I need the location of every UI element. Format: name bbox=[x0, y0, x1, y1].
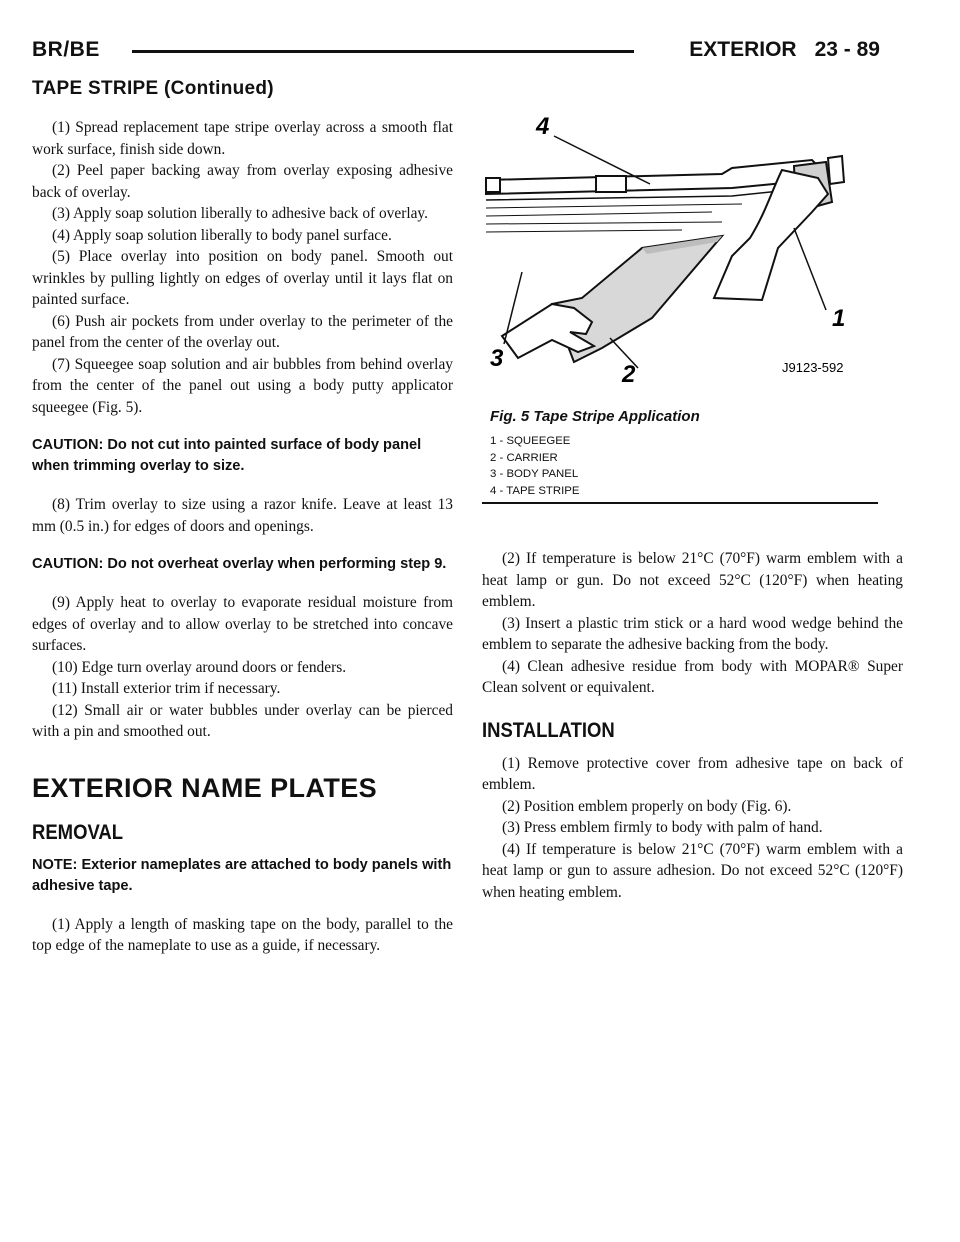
figure-title: Fig. 5 Tape Stripe Application bbox=[490, 408, 700, 425]
continued-title: TAPE STRIPE (Continued) bbox=[32, 78, 274, 99]
figure-code: J9123-592 bbox=[782, 360, 844, 375]
installation-heading: INSTALLATION bbox=[482, 718, 615, 742]
left-column bbox=[32, 117, 453, 957]
figure-legend bbox=[490, 433, 878, 499]
step: (8) Trim overlay to size using a razor knife. Leave at least 13 mm (0.5 in.) for edges of doors and openings. bbox=[32, 496, 453, 535]
step: (3) Insert a plastic trim stick or a hard wood wedge behind the emblem to separate the adhesive backing from the body. bbox=[482, 614, 903, 653]
step: (1) Remove protective cover from adhesive tape on back of emblem. bbox=[482, 754, 903, 793]
legend-item: 4 - TAPE STRIPE bbox=[490, 484, 580, 497]
right-column bbox=[482, 548, 903, 903]
leader-line-1 bbox=[794, 228, 826, 310]
note: NOTE: Exterior nameplates are attached to body panels with adhesive tape. bbox=[32, 856, 452, 894]
step: (4) Clean adhesive residue from body with MOPAR® Super Clean solvent or equivalent. bbox=[482, 657, 903, 696]
step: (12) Small air or water bubbles under overlay can be pierced with a pin and smoothed out. bbox=[32, 701, 453, 740]
figure-5 bbox=[482, 108, 878, 504]
callout-3: 3 bbox=[490, 345, 504, 372]
removal-heading: REMOVAL bbox=[32, 820, 124, 844]
step: (4) Apply soap solution liberally to body panel surface. bbox=[52, 226, 392, 244]
legend-item: 2 - CARRIER bbox=[490, 451, 558, 464]
section-name: EXTERIOR bbox=[689, 38, 797, 61]
header-right bbox=[689, 38, 880, 62]
section-title: EXTERIOR NAME PLATES bbox=[32, 772, 378, 803]
step: (1) Apply a length of masking tape on the body, parallel to the top edge of the nameplate to use as a guide, if necessary. bbox=[32, 915, 453, 954]
callout-1: 1 bbox=[832, 305, 846, 332]
page-header bbox=[32, 38, 880, 78]
step: (5) Place overlay into position on body panel. Smooth out wrinkles by pulling lightly on edges of overlay until it lays flat on painted surface. bbox=[32, 248, 453, 308]
step: (11) Install exterior trim if necessary. bbox=[52, 680, 281, 697]
page-number: 23 - 89 bbox=[814, 38, 880, 61]
tape-stripe-illustration bbox=[482, 108, 878, 404]
step: (7) Squeegee soap solution and air bubbles from behind overlay from the center of the panel out using a body putty applicator squeegee (Fig. 5). bbox=[32, 355, 453, 416]
callout-4: 4 bbox=[536, 113, 550, 140]
header-rule bbox=[132, 50, 634, 53]
legend-item: 3 - BODY PANEL bbox=[490, 468, 579, 480]
step: (2) If temperature is below 21°C (70°F) warm emblem with a heat lamp or gun. Do not exceed 52°C (120°F) when heating emblem. bbox=[482, 550, 903, 610]
legend-item: 1 - SQUEEGEE bbox=[490, 435, 571, 447]
step: (2) Position emblem properly on body (Fig. 6). bbox=[502, 797, 792, 815]
manual-model: BR/BE bbox=[32, 38, 100, 61]
step: (2) Peel paper backing away from overlay exposing adhesive back of overlay. bbox=[32, 162, 453, 201]
step: (1) Spread replacement tape stripe overlay across a smooth flat work surface, finish side down. bbox=[32, 119, 453, 158]
step: (3) Press emblem firmly to body with palm of hand. bbox=[502, 819, 823, 836]
step: (4) If temperature is below 21°C (70°F) warm emblem with a heat lamp or gun to assure adhesion. Do not exceed 52°C (120°F) when heating emblem. bbox=[482, 840, 903, 901]
step: (3) Apply soap solution liberally to adhesive back of overlay. bbox=[52, 205, 428, 222]
step: (10) Edge turn overlay around doors or fenders. bbox=[52, 658, 347, 676]
step: (9) Apply heat to overlay to evaporate residual moisture from edges of overlay and to allow overlay to be stretched into concave surfaces. bbox=[32, 594, 453, 654]
caution-note: CAUTION: Do not overheat overlay when performing step 9. bbox=[32, 556, 447, 572]
figure-bottom-rule bbox=[482, 502, 878, 504]
callout-2: 2 bbox=[622, 361, 636, 388]
caution-note: CAUTION: Do not cut into painted surface of body panel when trimming overlay to size. bbox=[32, 437, 422, 474]
step: (6) Push air pockets from under overlay to the perimeter of the panel from the center of the overlay out. bbox=[32, 312, 453, 351]
